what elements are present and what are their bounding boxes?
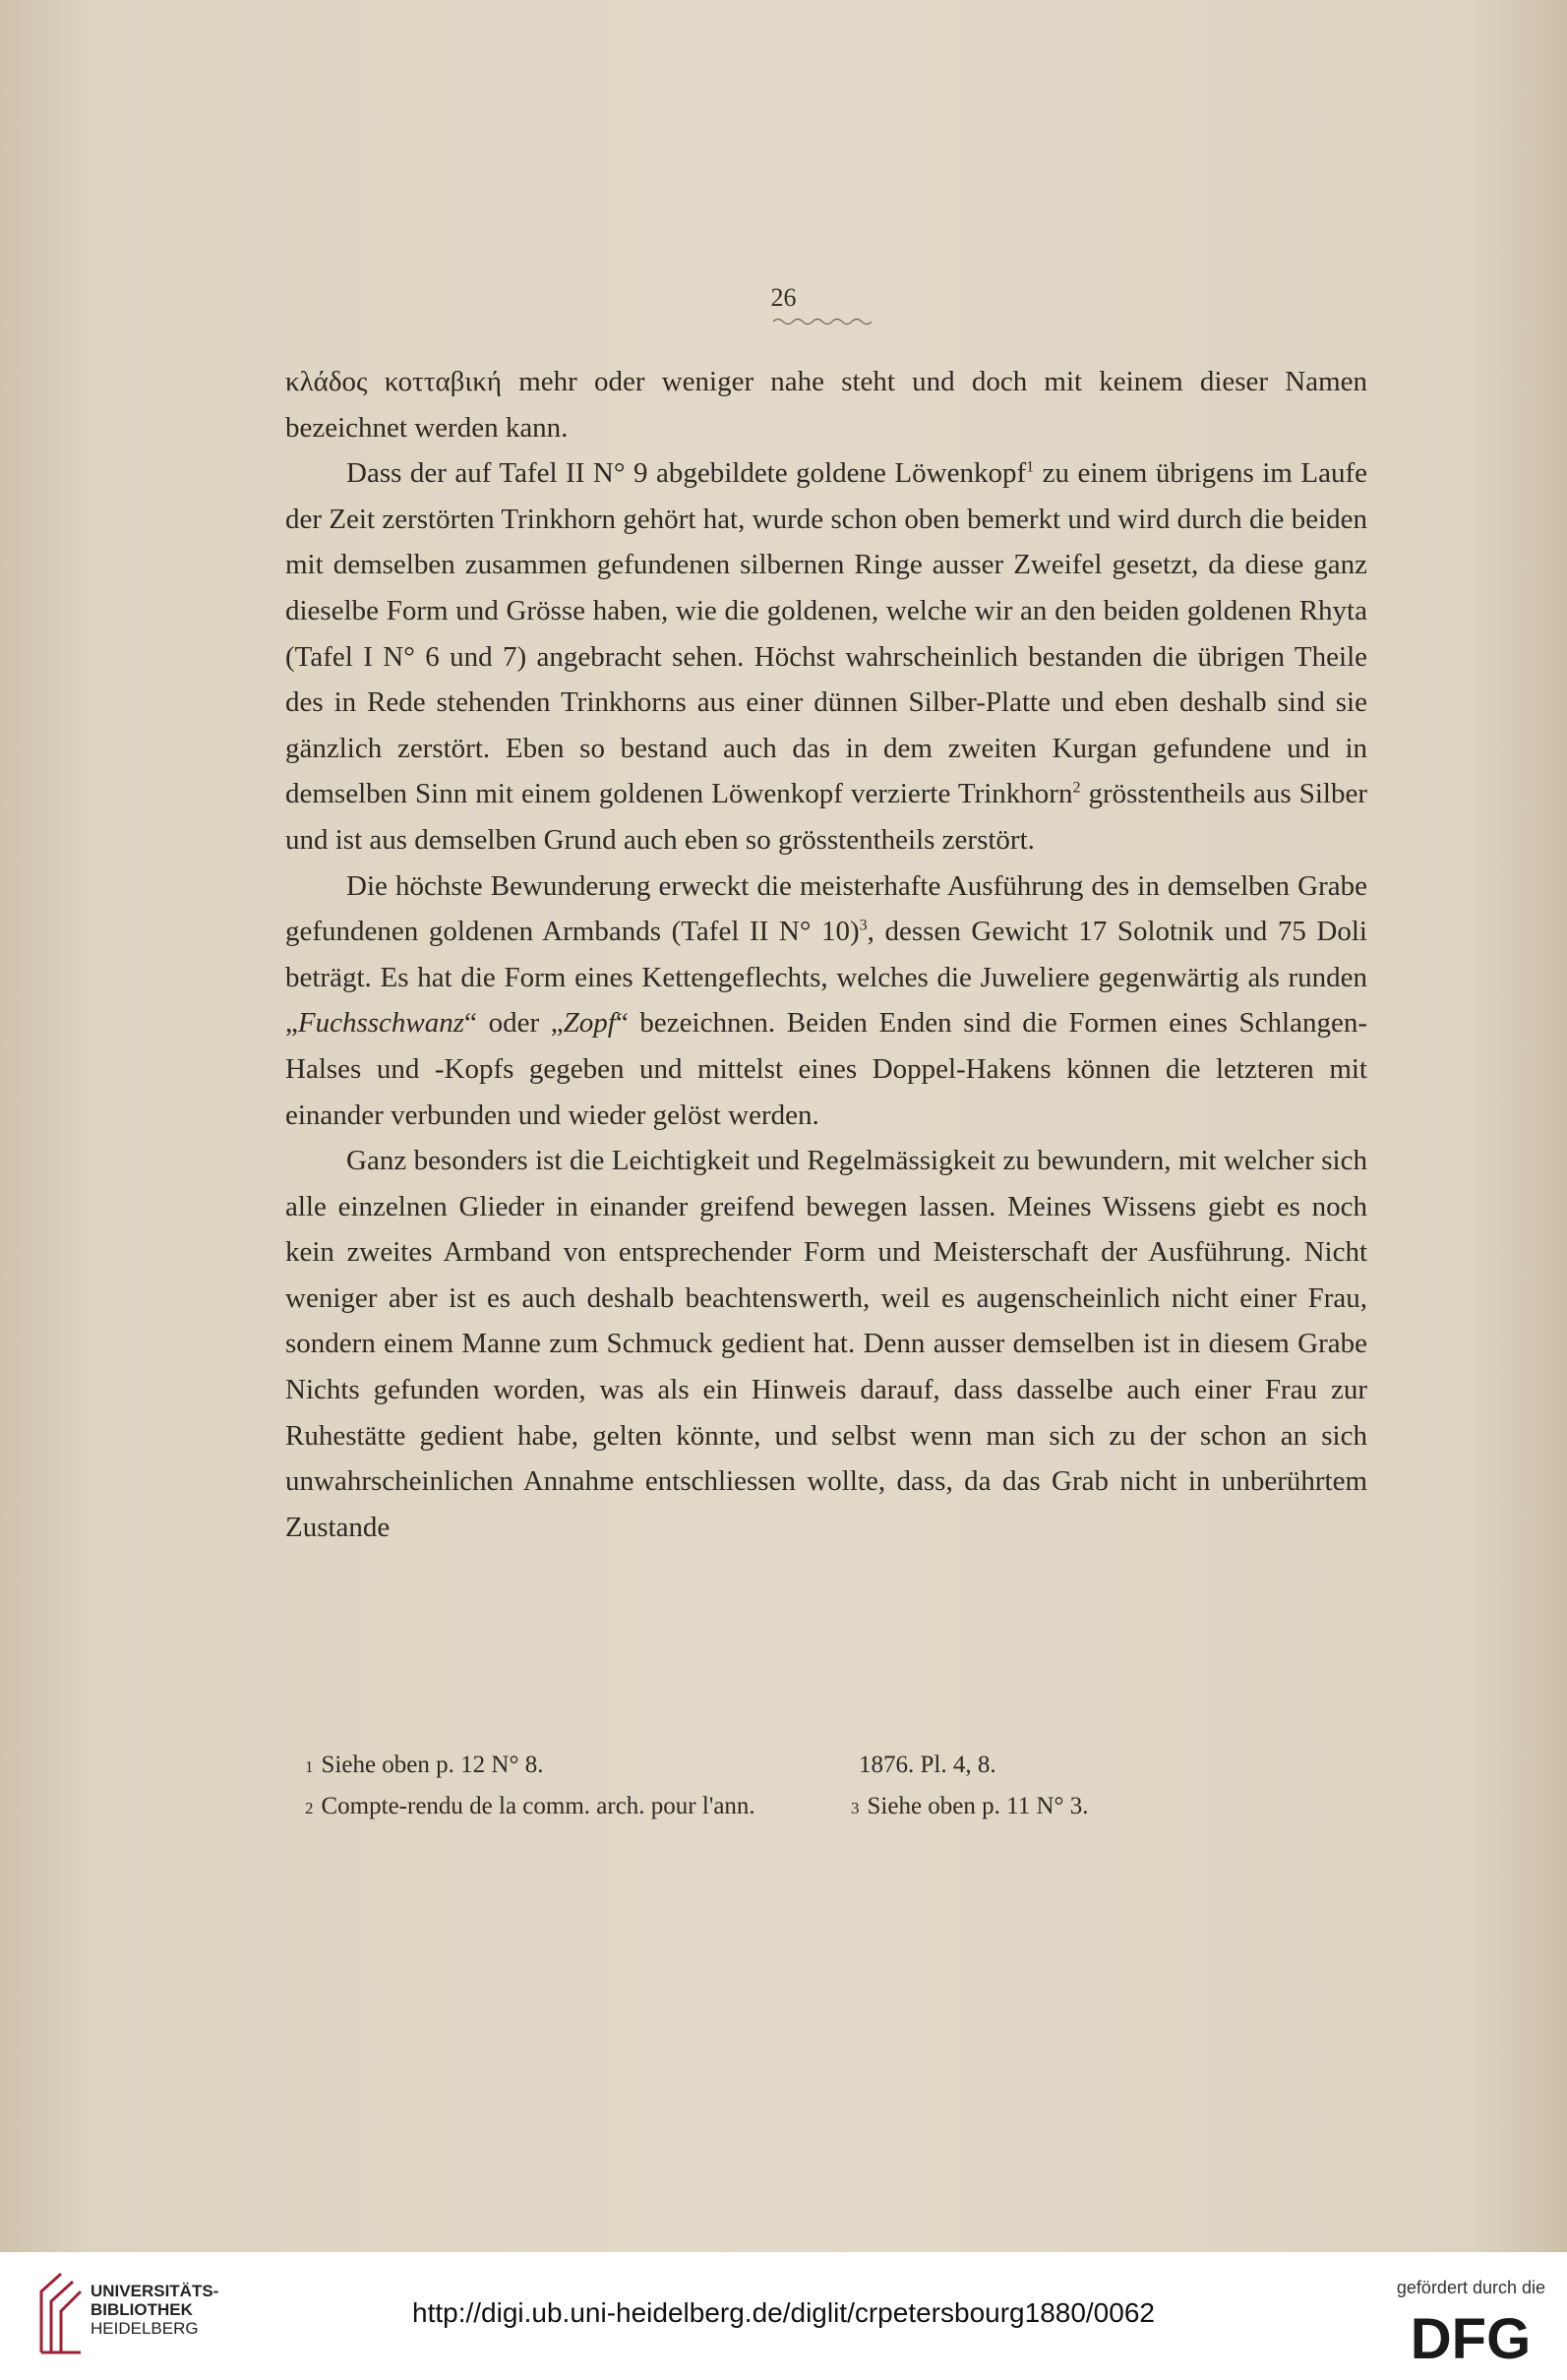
italic-term: Fuchsschwanz xyxy=(297,1007,465,1040)
footnote-text: Siehe oben p. 12 N° 8. xyxy=(321,1752,544,1778)
footnote-ref: 3 xyxy=(859,917,868,934)
library-name-line3: HEIDELBERG xyxy=(90,2319,199,2338)
footnote-row xyxy=(305,1745,1289,1786)
page-number-ornament xyxy=(773,317,872,327)
footnote-text: Siehe oben p. 11 N° 3. xyxy=(867,1793,1089,1819)
footnotes xyxy=(305,1745,1289,1827)
footnote-number: 3 xyxy=(851,1799,860,1817)
library-name-line1: UNIVERSITÄTS- xyxy=(90,2282,219,2300)
text-run: κλάδος κοτταβική mehr oder weniger nahe steht und doch mit keinem dieser Namen bezeichnet werden kann. xyxy=(285,366,1367,444)
sponsor-caption: gefördert durch die xyxy=(1396,2278,1545,2297)
paragraph xyxy=(285,1138,1367,1550)
footer-bar xyxy=(0,2252,1567,2380)
footnote-right xyxy=(851,1745,996,1788)
text-run: Ganz besonders ist die Leichtigkeit und Regelmässigkeit zu bewundern, mit welcher sich alle einzelnen Glieder in einander greifend bewegen lassen. Meines Wissens giebt es noch kein zweites Armband von entsprechender Form und Meisterschaft der Ausführung. Nicht weniger aber ist es auch deshalb beachtenswerth, weil es augenscheinlich nicht einer Frau, sondern einem Manne zum Schmuck gedient hat. Denn ausser demselben ist in diesem Grabe Nichts gefunden worden, was als ein Hinweis darauf, dass dasselbe auch einer Frau zur Ruhestätte gedient habe, gelten könnte, und selbst wenn man sich zu der schon an sich unwahrscheinlichen Annahme entschliessen wollte, dass, da das Grab nicht in unberührtem Zustande xyxy=(285,1145,1367,1543)
text-run: Dass der auf Tafel II N° 9 abgebildete goldene Löwenkopf xyxy=(346,457,1027,490)
footnote-text: 1876. Pl. 4, 8. xyxy=(859,1752,996,1778)
text-run: Die höchste Bewunderung erweckt die meisterhafte Ausführung des in demselben Grabe gefundenen goldenen Armbands (Tafel II N° 10) xyxy=(285,869,1367,948)
dfg-logo-text: DFG xyxy=(1410,2309,1532,2364)
text-run: grösstentheils aus Silber und ist aus demselben Grund auch eben so grösstentheils zerstört. xyxy=(285,778,1367,856)
library-name-line2: BIBLIOTHEK xyxy=(90,2300,193,2319)
paragraph xyxy=(285,863,1367,1139)
footnote-number: 1 xyxy=(305,1757,314,1776)
body-text xyxy=(285,359,1367,1550)
paragraph xyxy=(285,450,1367,863)
text-run: , dessen Gewicht 17 Solotnik und 75 Doli beträgt. Es hat die Form eines Kettengeflechts, welches die Juweliere gegenwärtig als runden „ xyxy=(285,916,1367,1040)
page-number: 26 xyxy=(770,283,797,312)
footnote-right xyxy=(851,1786,1089,1829)
dfg-logo[interactable] xyxy=(1396,2309,1545,2364)
italic-term: Zopf xyxy=(563,1007,616,1040)
footnote-left xyxy=(305,1745,543,1788)
text-run: “ oder „ xyxy=(464,1007,564,1040)
footnote-number: 2 xyxy=(305,1799,314,1817)
permalink-url[interactable]: http://digi.ub.uni-heidelberg.de/diglit/crpetersbourg1880/0062 xyxy=(412,2297,1155,2328)
text-run: “ bezeichnen. Beiden Enden sind die Formen eines Schlangen-Halses und -Kopfs gegeben und mittelst eines Doppel-Hakens können die letzteren mit einander verbunden und wieder gelöst werden. xyxy=(285,1007,1368,1131)
footnote-text: Compte-rendu de la comm. arch. pour l'ann. xyxy=(321,1793,755,1819)
text-run: zu einem übrigens im Laufe der Zeit zerstörten Trinkhorn gehört hat, wurde schon oben bemerkt und wird durch die beiden mit demselben zusammen gefundenen silbernen Ringe ausser Zweifel gesetzt, da diese ganz dieselbe Form und Grösse haben, wie die goldenen, welche wir an den beiden goldenen Rhyta (Tafel I N° 6 und 7) angebracht sehen. Höchst wahrscheinlich bestanden die übrigen Theile des in Rede stehenden Trinkhorns aus einer dünnen Silber-Platte und eben deshalb sind sie gänzlich zerstört. Eben so bestand auch das in dem zweiten Kurgan gefundene und in demselben Sinn mit einem goldenen Löwenkopf verzierte Trinkhorn xyxy=(285,457,1367,810)
footnote-ref: 2 xyxy=(1072,779,1081,797)
footnote-ref: 1 xyxy=(1026,458,1035,476)
footnote-left xyxy=(305,1786,755,1829)
footnote-row xyxy=(305,1786,1289,1827)
paragraph xyxy=(285,359,1367,450)
